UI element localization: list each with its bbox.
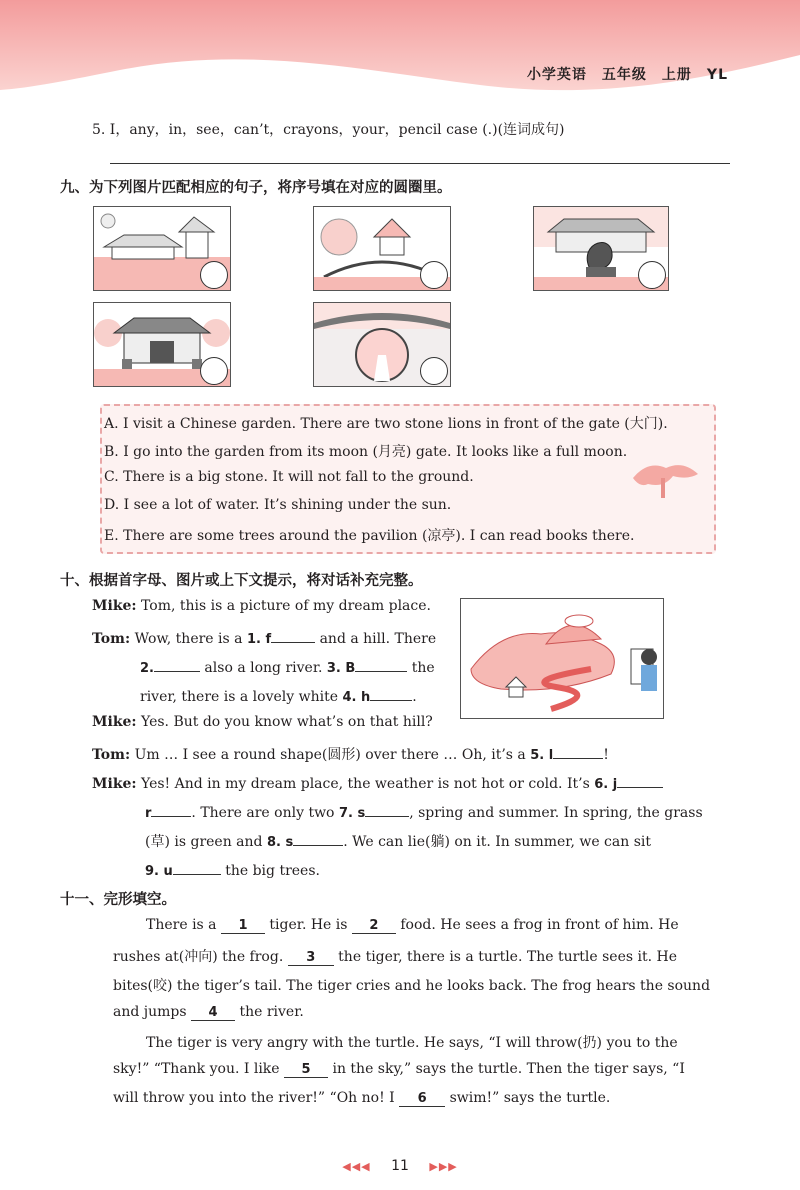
cloze-blank-5[interactable]: 5 — [284, 1062, 328, 1078]
blank-5[interactable] — [553, 743, 603, 759]
picture-stone — [533, 206, 669, 291]
blank-1[interactable] — [271, 627, 315, 643]
section-10-title: 十、根据首字母、图片或上下文提示，将对话补充完整。 — [60, 573, 423, 589]
cloze-line-4: and jumps 4 the river. — [113, 1004, 304, 1020]
section-11-title: 十一、完形填空。 — [60, 892, 176, 908]
dialogue-line-8: r . There are only two 7. s , spring and summer. In spring, the grass — [145, 801, 703, 821]
speaker-tom: Tom: — [92, 747, 131, 763]
blank-4[interactable] — [370, 685, 412, 701]
answer-circle-3[interactable] — [638, 261, 666, 289]
dialogue-line-4: river, there is a lovely white 4. h . — [140, 685, 417, 705]
blank-6[interactable] — [617, 772, 663, 788]
cloze-blank-4[interactable]: 4 — [191, 1005, 235, 1021]
speaker-mike: Mike: — [92, 598, 137, 614]
prev-arrows-icon: ◀◀◀ — [342, 1160, 371, 1173]
picture-dream-place — [460, 598, 664, 719]
dialogue-line-10: 9. u the big trees. — [145, 859, 320, 879]
footer — [0, 1158, 800, 1174]
answer-line[interactable] — [110, 163, 730, 164]
cloze-line-5: The tiger is very angry with the turtle. He says, “I will throw(扔) you to the — [146, 1035, 678, 1051]
blank-9[interactable] — [173, 859, 221, 875]
answer-circle-4[interactable] — [200, 357, 228, 385]
dialogue-line-9: (草) is green and 8. s . We can lie(躺) on it. In summer, we can sit — [145, 830, 651, 851]
cloze-line-3: bites(咬) the tiger’s tail. The tiger cries and he looks back. The frog hears the sound — [113, 978, 711, 994]
dialogue-line-1: Mike: Tom, this is a picture of my dream place. — [92, 598, 431, 614]
option-b: B. I go into the garden from its moon (月亮) gate. It looks like a full moon. — [104, 444, 628, 460]
dialogue-line-6: Tom: Um … I see a round shape(圆形) over there … Oh, it’s a 5. l ! — [92, 743, 609, 764]
next-arrows-icon: ▶▶▶ — [429, 1160, 458, 1173]
pine-tree-decoration — [628, 458, 702, 500]
dialogue-line-3: 2. also a long river. 3. B the — [140, 656, 435, 676]
blank-7[interactable] — [365, 801, 409, 817]
cloze-line-6: sky!” “Thank you. I like 5 in the sky,” says the turtle. Then the tiger says, “I — [113, 1061, 685, 1077]
blank-6b[interactable] — [151, 801, 191, 817]
cloze-line-7: will throw you into the river!” “Oh no! I 6 swim!” says the turtle. — [113, 1090, 611, 1106]
picture-tower-bridge — [313, 206, 451, 291]
header-label: 小学英语 五年级 上册 YL — [526, 67, 728, 83]
cloze-line-1: There is a 1 tiger. He is 2 food. He sees a frog in front of him. He — [146, 917, 679, 933]
dialogue-line-7: Mike: Yes! And in my dream place, the weather is not hot or cold. It’s 6. j — [92, 772, 663, 792]
dialogue-line-5: Mike: Yes. But do you know what’s on that hill? — [92, 714, 433, 730]
picture-pavilion — [93, 206, 231, 291]
blank-8[interactable] — [293, 830, 343, 846]
section-9-title: 九、为下列图片匹配相应的句子，将序号填在对应的圆圈里。 — [60, 180, 452, 196]
cloze-blank-6[interactable]: 6 — [399, 1091, 445, 1107]
cloze-blank-3[interactable]: 3 — [288, 950, 334, 966]
answer-circle-1[interactable] — [200, 261, 228, 289]
option-a: A. I visit a Chinese garden. There are two stone lions in front of the gate (大门). — [104, 416, 668, 432]
option-e: E. There are some trees around the pavilion (凉亭). I can read books there. — [104, 528, 635, 544]
speaker-mike: Mike: — [92, 714, 137, 730]
blank-3[interactable] — [355, 656, 407, 672]
dialogue-line-2: Tom: Wow, there is a 1. f and a hill. There — [92, 627, 436, 647]
cloze-line-2: rushes at(冲向) the frog. 3 the tiger, there is a turtle. The turtle sees it. He — [113, 949, 678, 965]
picture-gate-lions — [93, 302, 231, 387]
speaker-tom: Tom: — [92, 631, 131, 647]
question-5-text: 5. I，any，in，see，can’t，crayons，your，pencil case (.)(连词成句) — [92, 122, 565, 138]
cloze-blank-2[interactable]: 2 — [352, 918, 396, 934]
cloze-blank-1[interactable]: 1 — [221, 918, 265, 934]
speaker-mike: Mike: — [92, 776, 137, 792]
option-d: D. I see a lot of water. It’s shining under the sun. — [104, 497, 452, 513]
answer-circle-2[interactable] — [420, 261, 448, 289]
page-number: 11 — [391, 1158, 409, 1174]
answer-circle-5[interactable] — [420, 357, 448, 385]
option-c: C. There is a big stone. It will not fall to the ground. — [104, 469, 474, 485]
picture-moon-gate — [313, 302, 451, 387]
blank-2[interactable] — [154, 656, 200, 672]
